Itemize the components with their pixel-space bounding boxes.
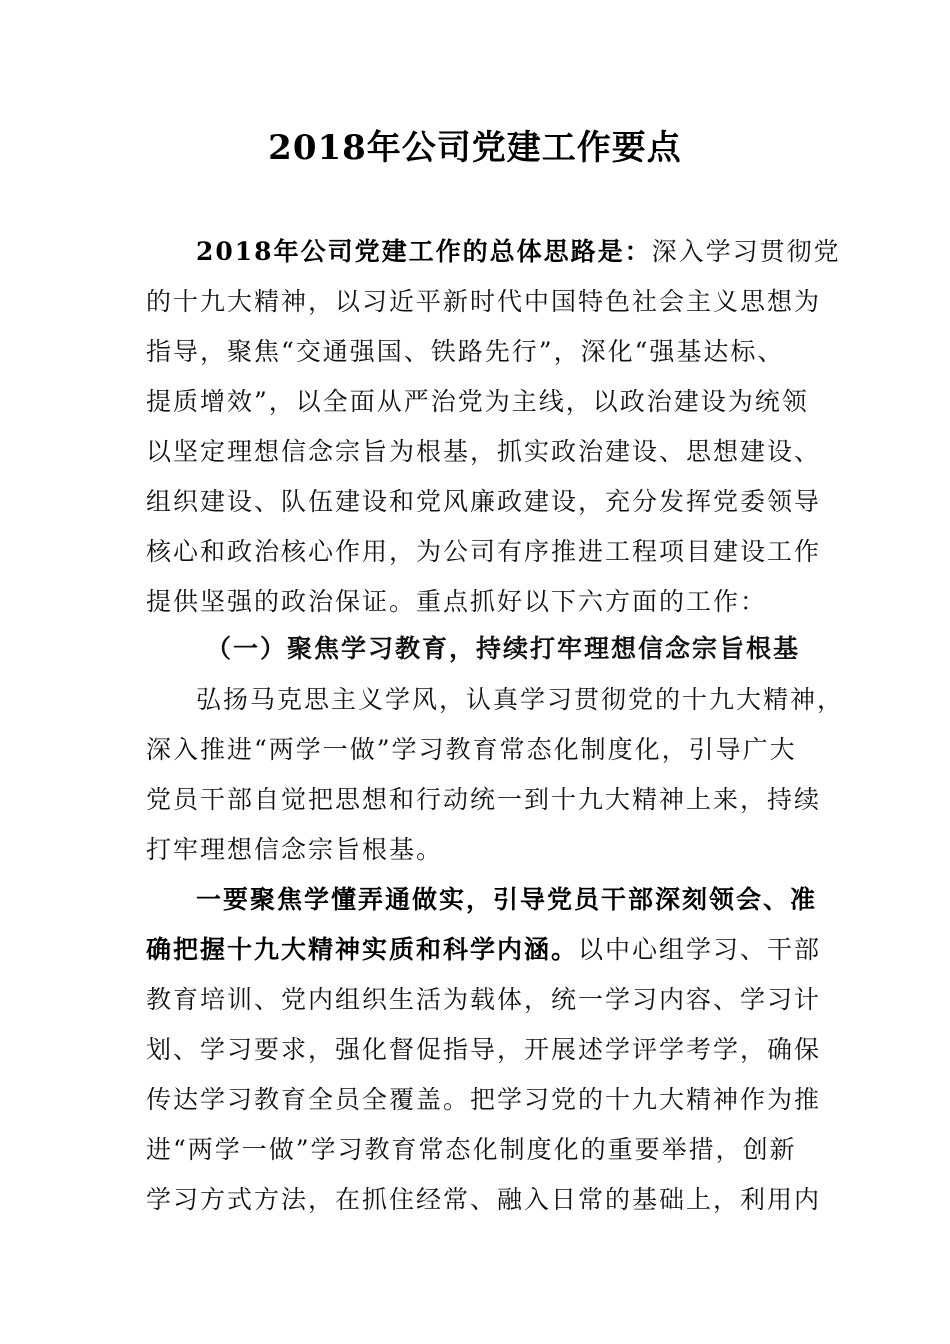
text-line: 组织建设、队伍建设和党风廉政建设，充分发挥党委领导 — [146, 487, 822, 516]
text-line — [146, 227, 841, 277]
text-line: 以坚定理想信念宗旨为根基，抓实政治建设、思想建设、 — [146, 437, 822, 466]
text-line: 传达学习教育全员全覆盖。把学习党的十九大精神作为推 — [146, 1085, 822, 1114]
text-line: 弘扬马克思主义学风，认真学习贯彻党的十九大精神， — [196, 685, 845, 714]
text-line: 指导，聚焦“交通强国、铁路先行”，深化“强基达标、 — [146, 337, 785, 366]
overview-line-rest: 深入学习贯彻党 — [651, 237, 841, 266]
section-heading: （一）聚焦学习教育，持续打牢理想信念宗旨根基 — [206, 634, 801, 663]
text-line: 进“两学一做”学习教育常态化制度化的重要举措，创新 — [146, 1135, 797, 1164]
paragraph-point-one — [146, 875, 822, 1225]
text-line — [146, 925, 822, 975]
bold-text-span: 确把握十九大精神实质和科学内涵。 — [146, 935, 579, 964]
text-line: 核心和政治核心作用，为公司有序推进工程项目建设工作 — [146, 537, 822, 566]
text-line: 打牢理想信念宗旨根基。 — [146, 835, 444, 864]
overview-lead: 2018年公司党建工作的总体思路是： — [196, 237, 652, 266]
text-line: 党员干部自觉把思想和行动统一到十九大精神上来，持续 — [146, 785, 822, 814]
document-title: 2018年公司党建工作要点 — [268, 128, 682, 168]
text-line: 学习方式方法，在抓住经常、融入日常的基础上，利用内 — [146, 1185, 822, 1214]
text-line: 教育培训、党内组织生活为载体，统一学习内容、学习计 — [146, 985, 822, 1014]
text-line: 深入推进“两学一做”学习教育常态化制度化，引导广大 — [146, 735, 797, 764]
section-heading-block — [146, 624, 814, 674]
text-line: 的十九大精神，以习近平新时代中国特色社会主义思想为 — [146, 287, 822, 316]
text-line: 提质增效”，以全面从严治党为主线，以政治建设为统领 — [146, 387, 809, 416]
paragraph-overview — [146, 227, 841, 627]
bold-text-line: 一要聚焦学懂弄通做实，引导党员干部深刻领会、准 — [196, 885, 818, 914]
text-line: 提供坚强的政治保证。重点抓好以下六方面的工作： — [146, 587, 768, 616]
text-line: 划、学习要求，强化督促指导，开展述学评学考学，确保 — [146, 1035, 822, 1064]
paragraph-section1-intro — [146, 675, 845, 875]
text-span: 以中心组学习、干部 — [578, 935, 822, 964]
